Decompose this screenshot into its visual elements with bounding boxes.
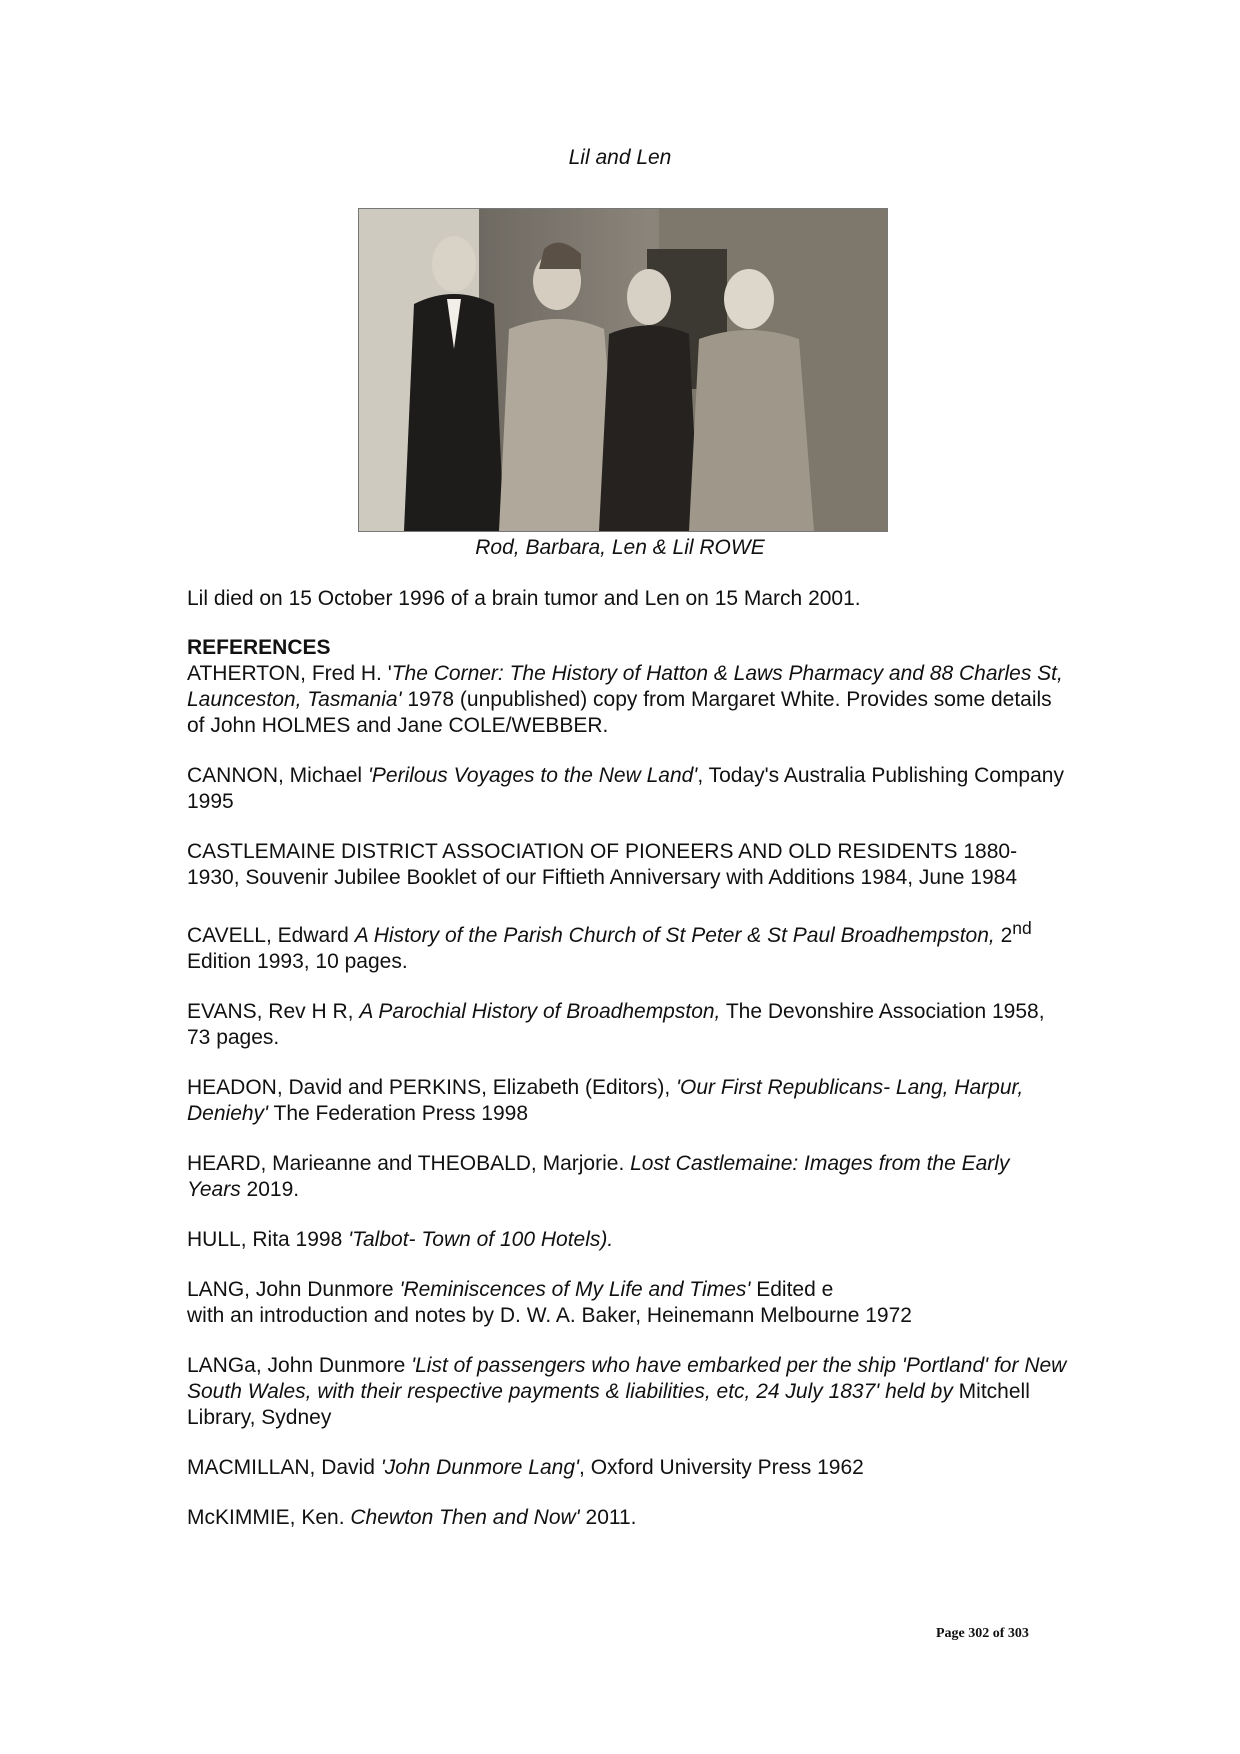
reference-item: HEARD, Marieanne and THEOBALD, Marjorie. Lost Castlemaine: Images from the Early Years 2019. [187, 1152, 1010, 1201]
references-title: REFERENCES [187, 636, 331, 659]
family-photograph [358, 208, 888, 532]
reference-item: CAVELL, Edward A History of the Parish Church of St Peter & St Paul Broadhempston, 2nd Edition 1993, 10 pages. [187, 918, 1032, 973]
reference-item: ATHERTON, Fred H. 'The Corner: The History of Hatton & Laws Pharmacy and 88 Charles St, Launceston, Tasmania' 1978 (unpublished) copy from Margaret White. Provides some details of John HOLMES and Jane COLE/WEBBER. [187, 662, 1063, 737]
reference-item: HULL, Rita 1998 'Talbot- Town of 100 Hotels). [187, 1228, 614, 1251]
intro-paragraph: Lil died on 15 October 1996 of a brain tumor and Len on 15 March 2001. [187, 587, 861, 610]
references-section [187, 635, 1067, 1555]
photo-illustration [359, 209, 887, 531]
photo-heading: Lil and Len [568, 146, 672, 169]
reference-item: HEADON, David and PERKINS, Elizabeth (Editors), 'Our First Republicans- Lang, Harpur, Deniehy' The Federation Press 1998 [187, 1076, 1024, 1125]
reference-item: LANGa, John Dunmore 'List of passengers who have embarked per the ship 'Portland' for New South Wales, with their respective payments & liabilities, etc, 24 July 1837' held by Mitchell Library, Sydney [187, 1354, 1067, 1429]
reference-item: MACMILLAN, David 'John Dunmore Lang', Oxford University Press 1962 [187, 1456, 864, 1479]
reference-item: LANG, John Dunmore 'Reminiscences of My Life and Times' Edited e with an introduction and notes by D. W. A. Baker, Heinemann Melbourne 1972 [187, 1278, 912, 1327]
reference-item: EVANS, Rev H R, A Parochial History of Broadhempston, The Devonshire Association 1958, 73 pages. [187, 1000, 1045, 1049]
photo-caption: Rod, Barbara, Len & Lil ROWE [475, 536, 765, 559]
reference-item: CASTLEMAINE DISTRICT ASSOCIATION OF PIONEERS AND OLD RESIDENTS 1880- 1930, Souvenir Jubilee Booklet of our Fiftieth Anniversary with Additions 1984, June 1984 [187, 840, 1018, 889]
reference-item: McKIMMIE, Ken. Chewton Then and Now' 2011. [187, 1506, 637, 1529]
page-number: Page 302 of 303 [936, 1626, 1029, 1641]
reference-item: CANNON, Michael 'Perilous Voyages to the New Land', Today's Australia Publishing Company 1995 [187, 764, 1064, 813]
